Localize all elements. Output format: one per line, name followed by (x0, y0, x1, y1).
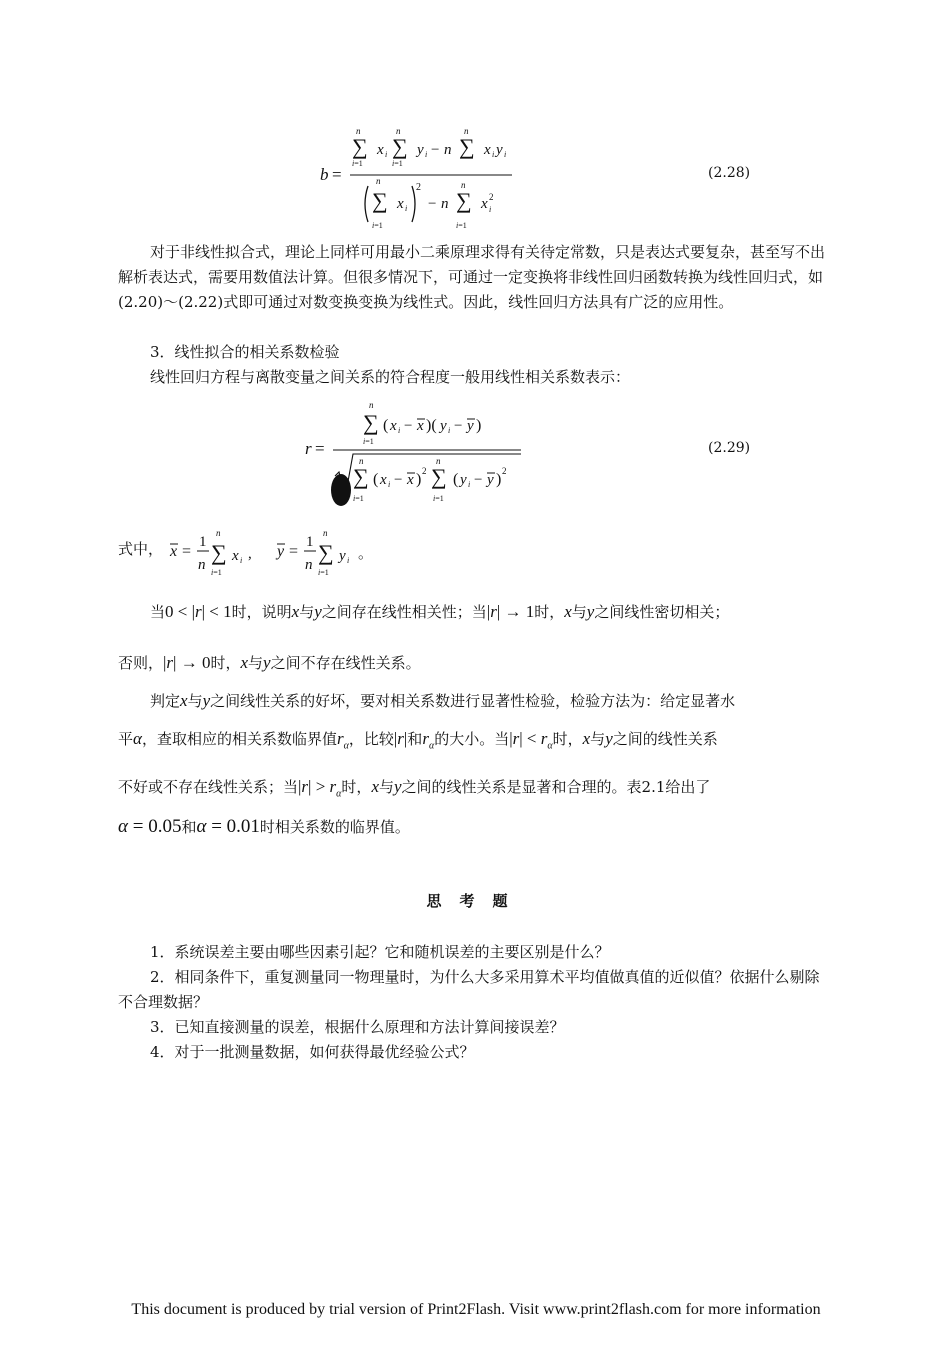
svg-text:i: i (405, 204, 408, 213)
text-when: 当 (150, 603, 166, 621)
questions-heading: 思考题 (426, 892, 526, 910)
svg-text:n: n (464, 126, 469, 136)
text-cond1: 时，说明 (231, 603, 292, 621)
svg-text:r: r (305, 439, 312, 458)
svg-text:i: i (398, 426, 401, 435)
svg-text:=: = (315, 439, 325, 458)
question-4: 4．对于一批测量数据，如何获得最优经验公式？ (150, 1043, 475, 1061)
text-judge1: 判定 (150, 692, 181, 710)
svg-text:∑: ∑ (459, 134, 475, 159)
svg-text:−: − (474, 472, 483, 488)
text-with-5: 与 (590, 730, 606, 748)
svg-text:n: n (376, 176, 381, 186)
svg-text:i=1: i=1 (372, 221, 383, 230)
svg-text:2: 2 (502, 466, 507, 476)
where-prefix: 式中， (118, 540, 164, 558)
svg-text:2: 2 (422, 466, 427, 476)
svg-text:∑: ∑ (352, 134, 368, 159)
text-judge2: 之间线性关系的好坏，要对相关系数进行显著性检验，检验方法为：给定显著水 (210, 692, 736, 710)
svg-text:x: x (390, 418, 397, 434)
svg-text:n: n (305, 557, 313, 573)
mean-definitions (166, 526, 386, 581)
svg-text:∑: ∑ (392, 134, 408, 159)
svg-text:x: x (397, 196, 404, 212)
svg-text:): ) (496, 471, 502, 488)
svg-text:−: − (454, 418, 463, 434)
svg-text:−: − (394, 472, 403, 488)
equation-r-formula (303, 398, 528, 513)
svg-text:。: 。 (358, 546, 374, 562)
svg-text:n: n (356, 126, 361, 136)
svg-text:i=1: i=1 (392, 159, 403, 168)
svg-text:i=1: i=1 (456, 221, 467, 230)
svg-text:∑: ∑ (372, 188, 388, 213)
svg-text:b: b (320, 165, 329, 184)
text-judge4: ，查取相应的相关系数临界值 (141, 730, 337, 748)
svg-text:i: i (425, 150, 428, 159)
equation-b-formula (318, 120, 528, 232)
text-cond4: 之间线性密切相关； (594, 603, 730, 621)
svg-text:=: = (289, 543, 299, 560)
svg-text:): ) (476, 417, 482, 434)
judge-line-4: α = 0.05和α = 0.01时相关系数的临界值。 (118, 816, 410, 837)
judge-line-1: 判定x与y之间线性关系的好坏，要对相关系数进行显著性检验，检验方法为：给定显著水 (150, 691, 736, 710)
svg-text:x: x (170, 543, 178, 560)
svg-text:∑: ∑ (363, 410, 379, 435)
svg-text:1: 1 (199, 534, 207, 550)
text-cond3: 时， (534, 603, 565, 621)
svg-text:x: x (407, 472, 414, 488)
svg-text:y: y (277, 543, 285, 560)
svg-text:2: 2 (416, 182, 421, 193)
text-and: 和 (181, 818, 197, 836)
text-judge7: 的大小。当 (434, 730, 510, 748)
svg-text:∑: ∑ (318, 540, 334, 565)
svg-text:=: = (182, 543, 192, 560)
text-with-4: 与 (187, 692, 203, 710)
svg-text:i: i (385, 150, 388, 159)
svg-text:i: i (489, 205, 492, 214)
text-cond2: 之间存在线性相关性；当 (321, 603, 487, 621)
svg-text:x: x (377, 142, 384, 158)
svg-text:i: i (240, 556, 243, 565)
section-heading-3: 3．线性拟合的相关系数检验 (150, 343, 340, 361)
svg-text:)(: )( (426, 417, 437, 434)
svg-text:n: n (441, 196, 449, 212)
svg-text:y: y (487, 472, 494, 488)
svg-text:y: y (467, 418, 474, 434)
svg-text:−: − (428, 196, 437, 212)
svg-text:y: y (460, 472, 467, 488)
text-with-1: 与 (299, 603, 315, 621)
svg-text:n: n (198, 557, 206, 573)
question-3: 3．已知直接测量的误差，根据什么原理和方法计算间接误差？ (150, 1018, 565, 1036)
text-judge10: 不好或不存在线性关系；当 (118, 778, 299, 796)
svg-text:i: i (492, 150, 495, 159)
equation-number-2-29: (2.29) (708, 440, 751, 456)
svg-text:i: i (468, 480, 471, 489)
svg-text:∑: ∑ (211, 540, 227, 565)
svg-text:1: 1 (306, 534, 314, 550)
question-1: 1．系统误差主要由哪些因素引起？它和随机误差的主要区别是什么？ (150, 943, 610, 961)
svg-text:n: n (216, 528, 221, 538)
svg-text:=: = (332, 165, 342, 184)
svg-text:y: y (496, 142, 503, 158)
svg-text:(: ( (453, 471, 459, 488)
svg-text:n: n (359, 456, 364, 466)
svg-text:−: − (404, 418, 413, 434)
text-with-3: 与 (248, 654, 264, 672)
text-judge5: ，比较 (348, 730, 394, 748)
condition-line-1: 当0 < |r| < 1时，说明x与y之间存在线性相关性；当|r| → 1时，x与y之间线性密切相关； (150, 602, 730, 621)
svg-text:i: i (347, 556, 350, 565)
svg-text:): ) (416, 471, 422, 488)
svg-text:i: i (448, 426, 451, 435)
svg-text:n: n (444, 142, 452, 158)
text-with-6: 与 (378, 778, 394, 796)
condition-line-2: 否则，|r| → 0时，x与y之间不存在线性关系。 (118, 653, 421, 672)
svg-text:n: n (396, 126, 401, 136)
svg-text:∑: ∑ (353, 464, 369, 489)
svg-text:y: y (440, 418, 447, 434)
svg-text:y: y (417, 142, 424, 158)
text-judge8: 时， (552, 730, 583, 748)
text-judge9: 之间的线性关系 (612, 730, 718, 748)
text-judge12: 之间的线性关系是显著和合理的。表2.1给出了 (401, 778, 711, 796)
text-with-2: 与 (571, 603, 587, 621)
svg-text:x: x (481, 196, 488, 212)
question-2: 2．相同条件下，重复测量同一物理量时，为什么大多采用算术平均值做真值的近似值？依据什么剔除不合理数据？ (118, 968, 820, 1011)
paragraph-correlation-intro: 线性回归方程与离散变量之间关系的符合程度一般用线性相关系数表示： (150, 368, 631, 386)
svg-text:i=1: i=1 (352, 159, 363, 168)
svg-text:i=1: i=1 (363, 437, 374, 446)
svg-text:∑: ∑ (431, 464, 447, 489)
svg-text:x: x (380, 472, 387, 488)
svg-text:n: n (436, 456, 441, 466)
svg-text:−: − (431, 142, 440, 158)
svg-text:x: x (232, 548, 239, 564)
equation-number-2-28: (2.28) (708, 165, 751, 181)
trial-footer-notice: This document is produced by trial version of Print2Flash. Visit www.print2flash.com for more information (131, 1301, 821, 1318)
svg-text:,: , (248, 546, 252, 562)
svg-text:i=1: i=1 (318, 568, 329, 577)
judge-line-2: 平α，查取相应的相关系数临界值$r_\alpha$，比较|r|和$r_\alpha$的大小。当$|r| < r_\alpha$时，x与y之间的线性关系 (118, 729, 718, 752)
svg-text:2: 2 (489, 192, 494, 202)
svg-text:i: i (504, 150, 507, 159)
svg-text:y: y (339, 548, 346, 564)
text-judge11: 时， (341, 778, 372, 796)
paragraph-nonlinear-fit: 对于非线性拟合式，理论上同样可用最小二乘原理求得有关待定常数，只是表达式要复杂，甚至写不出解析表达式，需要用数值法计算。但很多情况下，可通过一定变换将非线性回归函数转换为线性回归式，如(2.20)～(2.22)式即可通过对数变换变换为线性式。因此，线性回归方法具有广泛的应用性。 (118, 243, 826, 311)
svg-text:i: i (388, 480, 391, 489)
text-judge13: 时相关系数的临界值。 (259, 818, 410, 836)
text-judge6: 和 (407, 730, 423, 748)
svg-text:(: ( (373, 471, 379, 488)
judge-line-3: 不好或不存在线性关系；当$|r| > r_\alpha$时，x与y之间的线性关系是显著和合理的。表2.1给出了 (118, 777, 711, 800)
svg-text:x: x (484, 142, 491, 158)
text-judge3: 平 (118, 730, 134, 748)
svg-text:i=1: i=1 (353, 494, 364, 503)
text-cond6: 之间不存在线性关系。 (270, 654, 421, 672)
svg-text:i=1: i=1 (433, 494, 444, 503)
text-cond5: 时， (210, 654, 241, 672)
svg-text:n: n (323, 528, 328, 538)
svg-text:i=1: i=1 (211, 568, 222, 577)
text-else: 否则， (118, 654, 164, 672)
svg-text:x: x (417, 418, 424, 434)
svg-text:n: n (369, 400, 374, 410)
svg-text:∑: ∑ (456, 188, 472, 213)
svg-text:(: ( (383, 417, 389, 434)
svg-text:n: n (461, 180, 466, 190)
